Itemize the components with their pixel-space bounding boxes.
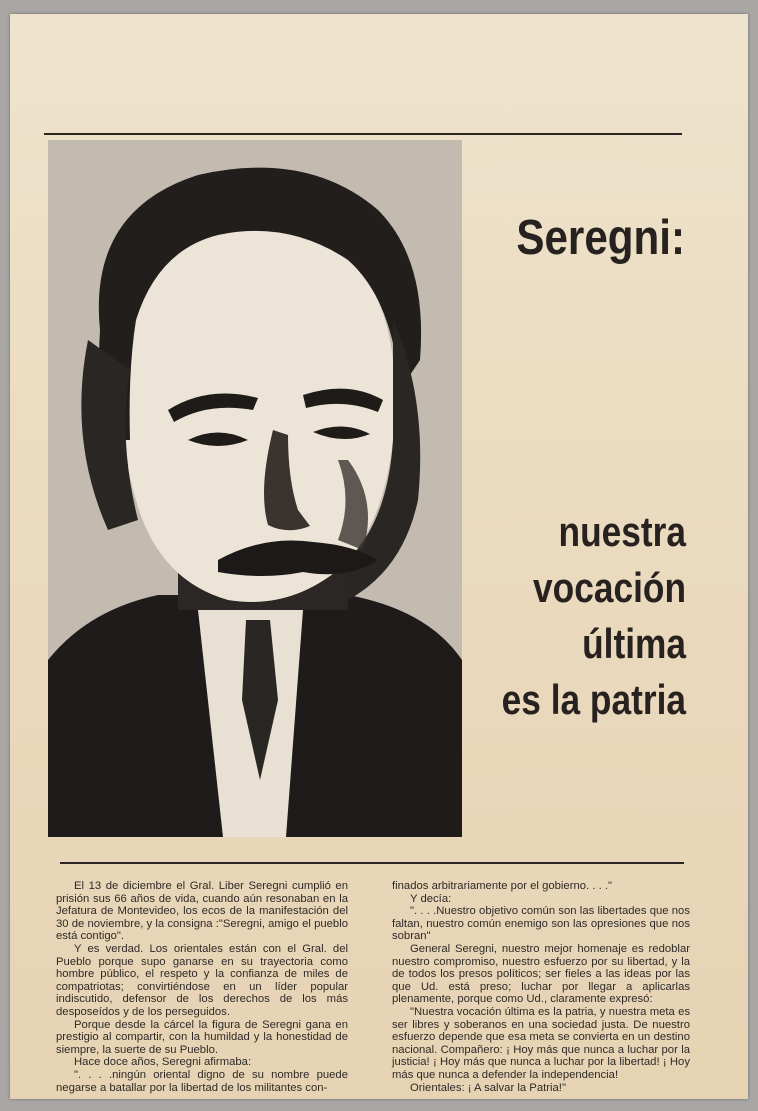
paragraph: finados arbitrariamente por el gobierno. . . ." [392, 880, 613, 892]
paragraph: Hace doce años, Seregni afirmaba: [74, 1056, 252, 1069]
paragraph: Orientales: ¡ A salvar la Patria!" [410, 1081, 566, 1094]
article-column-right [392, 880, 690, 1094]
paragraph: Y es verdad. Los orientales están con el Gral. del Pueblo porque supo ganarse en su trayectoria como hombre público, el respeto y la confianza de miles de compatriotas; convirtiéndose en un líder popular indiscutido, defensor de los derechos de los más desposeídos y de los perseguidos. [56, 942, 348, 1018]
paragraph: ". . . .Nuestro objetivo común son las libertades que nos faltan, nuestro común enemigo son las opresiones que nos sobran" [392, 905, 690, 943]
portrait-image [48, 140, 462, 837]
subheadline [488, 504, 686, 728]
newspaper-page [10, 14, 748, 1099]
subhead-line: es la patria [501, 676, 686, 723]
top-rule [44, 133, 682, 135]
paragraph: Y decía: [410, 892, 452, 905]
paragraph: Porque desde la cárcel la figura de Seregni gana en prestigio al compartir, con la humildad y la honestidad de siempre, la suerte de su Pueblo. [56, 1018, 348, 1056]
portrait-photo [48, 140, 462, 837]
paragraph: El 13 de diciembre el Gral. Liber Seregni cumplió en prisión sus 66 años de vida, cuando aún resonaban en la Jefatura de Montevideo, los ecos de la manifestación del 30 de noviembre, y la consigna :"Seregni, amigo el pueblo está contigo". [56, 880, 348, 943]
subhead-line: última [582, 620, 686, 667]
section-rule [60, 862, 684, 864]
paragraph: ". . . .ningún oriental digno de su nombre puede negarse a batallar por la libertad de los militantes con- [56, 1068, 348, 1094]
article-column-left [56, 880, 348, 1094]
subhead-line: nuestra [558, 508, 686, 555]
subhead-line: vocación [533, 564, 686, 611]
paragraph: General Seregni, nuestro mejor homenaje es redoblar nuestro compromiso, nuestro esfuerzo por su libertad, y la de todos los presos políticos; ser fieles a las ideas por las que Ud. está preso; luchar por llegar a aplicarlas plenamente, porque como Ud., claramente expresó: [392, 942, 690, 1006]
headline: Seregni: [516, 211, 685, 265]
paragraph: "Nuestra vocación última es la patria, y nuestra meta es ser libres y soberanos en una sociedad justa. De nuestro esfuerzo depende que esa meta se convierta en un destino nacional. Compañero: ¡ Hoy más que nunca a luchar por la justicia! ¡ Hoy más que nunca a luchar por la libertad! ¡ Hoy más que nunca a defender la independencia! [392, 1005, 690, 1081]
